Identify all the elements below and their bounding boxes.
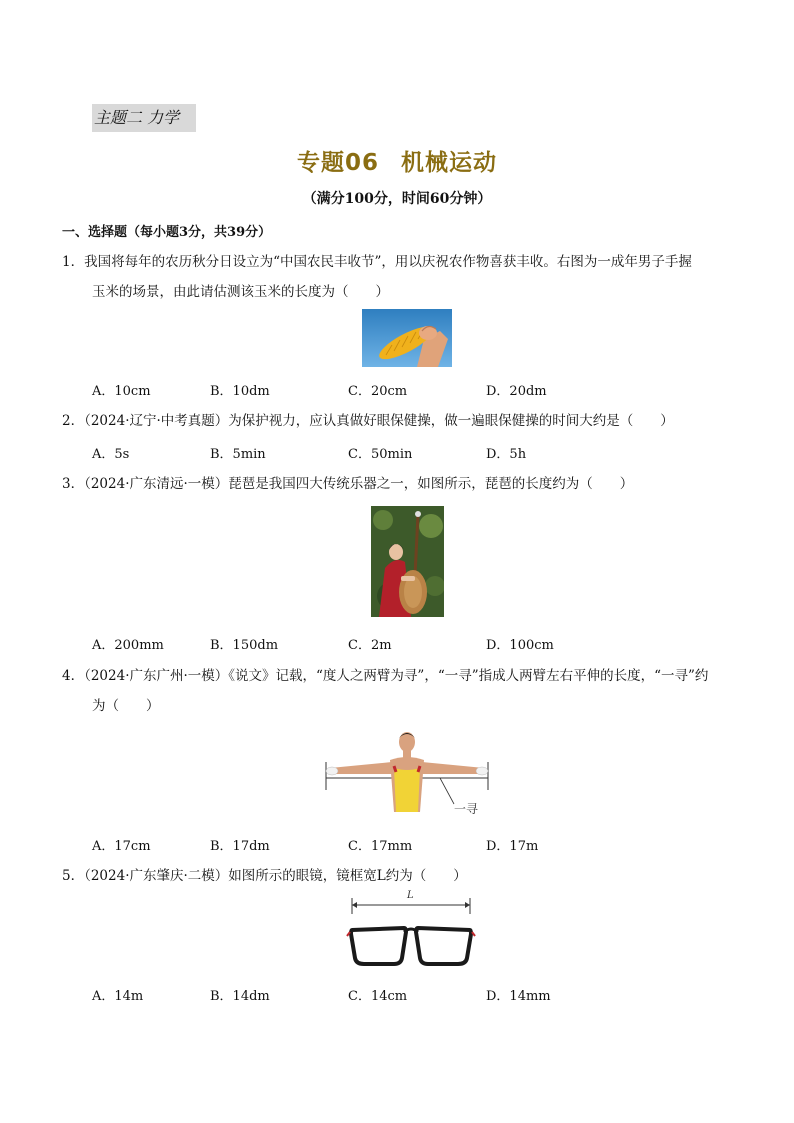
- glasses-width-label: L: [407, 890, 414, 901]
- option-a[interactable]: A．14m: [92, 989, 144, 1004]
- topic-tag: 主题二 力学: [92, 104, 196, 132]
- option-a[interactable]: A．200mm: [92, 638, 164, 653]
- question-5: [62, 866, 742, 886]
- option-b[interactable]: B．10dm: [210, 384, 270, 399]
- option-a[interactable]: A．17cm: [92, 839, 151, 854]
- question-3-stem-line1: 3．（2024·广东清远·一模）琵琶是我国四大传统乐器之一，如图所示，琵琶的长度约为（ ）: [62, 476, 634, 492]
- page-title: [0, 144, 794, 177]
- option-d[interactable]: D．20dm: [486, 384, 547, 399]
- question-4-stem-line1: 4．（2024·广东广州·一模）《说文》记载，“度人之两臂为寻”，“一寻”指成人两臂左右平伸的长度，“一寻”约: [62, 668, 709, 684]
- question-1-stem-line1: 1．我国将每年的农历秋分日设立为“中国农民丰收节”，用以庆祝农作物喜获丰收。右图为一成年男子手握: [62, 254, 692, 270]
- option-b[interactable]: B．14dm: [210, 989, 270, 1004]
- option-c[interactable]: C．14cm: [348, 989, 408, 1004]
- glasses-image: [346, 892, 476, 968]
- question-5-options: [92, 985, 652, 1005]
- option-d[interactable]: D．100cm: [486, 638, 554, 653]
- option-c[interactable]: C．20cm: [348, 384, 408, 399]
- question-4-options: [92, 835, 652, 855]
- question-4-stem-line2: 为（ ）: [92, 698, 160, 714]
- page-subtitle: （满分100分，时间60分钟）: [302, 191, 492, 207]
- question-2: [62, 411, 742, 431]
- question-3: [62, 474, 742, 494]
- title-main: 专题06: [296, 150, 379, 176]
- arm-span-label: 一寻: [454, 802, 479, 816]
- option-d[interactable]: D．5h: [486, 447, 527, 462]
- option-b[interactable]: B．17dm: [210, 839, 270, 854]
- question-1-options: [92, 380, 652, 400]
- question-2-options: [92, 443, 652, 463]
- arm-span-figure: [322, 728, 492, 820]
- question-4: [62, 666, 762, 716]
- option-d[interactable]: D．14mm: [486, 989, 551, 1004]
- option-b[interactable]: B．150dm: [210, 638, 279, 653]
- section-heading: 一、选择题（每小题3分，共39分）: [62, 225, 272, 240]
- glasses-figure: [346, 892, 476, 968]
- question-3-options: [92, 634, 652, 654]
- question-5-stem-line1: 5．（2024·广东肇庆·二模）如图所示的眼镜，镜框宽L约为（ ）: [62, 868, 467, 884]
- option-a[interactable]: A．10cm: [92, 384, 151, 399]
- option-c[interactable]: C．50min: [348, 447, 413, 462]
- pipa-player-image: [371, 506, 444, 617]
- question-1-stem-line2: 玉米的场景，由此请估测该玉米的长度为（ ）: [92, 284, 389, 300]
- option-b[interactable]: B．5min: [210, 447, 266, 462]
- corn-hand-image: [362, 309, 452, 367]
- question-1: [62, 252, 742, 302]
- option-c[interactable]: C．2m: [348, 638, 392, 653]
- option-a[interactable]: A．5s: [92, 447, 130, 462]
- question-2-stem-line1: 2．（2024·辽宁·中考真题）为保护视力，应认真做好眼保健操，做一遍眼保健操的时间大约是（ ）: [62, 413, 674, 429]
- option-c[interactable]: C．17mm: [348, 839, 413, 854]
- title-rest: 机械运动: [401, 150, 497, 176]
- option-d[interactable]: D．17m: [486, 839, 539, 854]
